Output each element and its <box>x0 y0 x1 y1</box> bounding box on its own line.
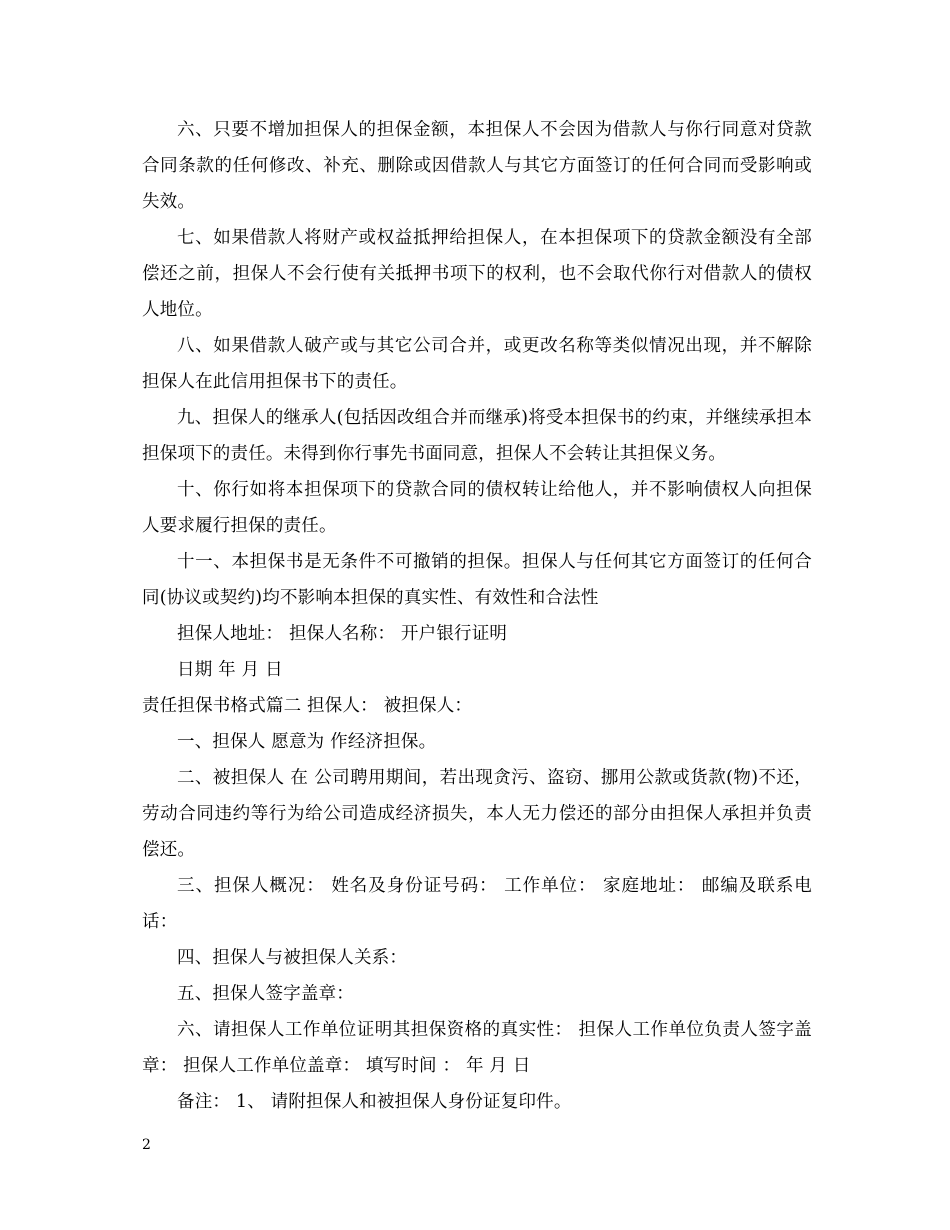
paragraph-clause-10: 十、你行如将本担保项下的贷款合同的债权转让给他人，并不影响债权人向担保人要求履行担保的责任。 <box>142 480 812 536</box>
paragraph-clause-11: 十一、本担保书是无条件不可撤销的担保。担保人与任何其它方面签订的任何合同(协议或契约)均不影响本担保的真实性、有效性和合法性 <box>142 552 812 608</box>
paragraph-clause-9: 九、担保人的继承人(包括因改组合并而继承)将受本担保书的约束，并继续承担本担保项下的责任。未得到你行事先书面同意，担保人不会转让其担保义务。 <box>142 408 812 464</box>
date-line: 日期 年 月 日 <box>177 660 283 680</box>
paragraph-item-4: 四、担保人与被担保人关系： <box>177 948 408 968</box>
paragraph-clause-7: 七、如果借款人将财产或权益抵押给担保人，在本担保项下的贷款金额没有全部偿还之前，担保人不会行使有关抵押书项下的权利，也不会取代你行对借款人的债权人地位。 <box>142 228 812 320</box>
paragraph-item-1: 一、担保人 愿意为 作经济担保。 <box>177 732 437 752</box>
paragraph-item-3: 三、担保人概况： 姓名及身份证号码： 工作单位： 家庭地址： 邮编及联系电话： <box>142 876 812 932</box>
paragraph-clause-6: 六、只要不增加担保人的担保金额，本担保人不会因为借款人与你行同意对贷款合同条款的任何修改、补充、删除或因借款人与其它方面签订的任何合同而受影响或失效。 <box>142 120 812 212</box>
paragraph-item-2: 二、被担保人 在 公司聘用期间，若出现贪污、盗窃、挪用公款或货款(物)不还，劳动合同违约等行为给公司造成经济损失，本人无力偿还的部分由担保人承担并负责偿还。 <box>142 768 812 860</box>
document-body <box>142 112 812 1120</box>
paragraph-item-6: 六、请担保人工作单位证明其担保资格的真实性： 担保人工作单位负责人签字盖章： 担保人工作单位盖章： 填写时间 ： 年 月 日 <box>142 1020 812 1076</box>
section-heading-part-two: 责任担保书格式篇二 担保人： 被担保人： <box>142 696 473 716</box>
guarantor-address-line: 担保人地址： 担保人名称： 开户银行证明 <box>177 624 508 644</box>
page-number: 2 <box>142 1137 151 1153</box>
paragraph-item-5: 五、担保人签字盖章： <box>177 984 354 1004</box>
remarks-line: 备注： 1、 请附担保人和被担保人身份证复印件。 <box>177 1092 572 1112</box>
paragraph-clause-8: 八、如果借款人破产或与其它公司合并，或更改名称等类似情况出现，并不解除担保人在此信用担保书下的责任。 <box>142 336 812 392</box>
